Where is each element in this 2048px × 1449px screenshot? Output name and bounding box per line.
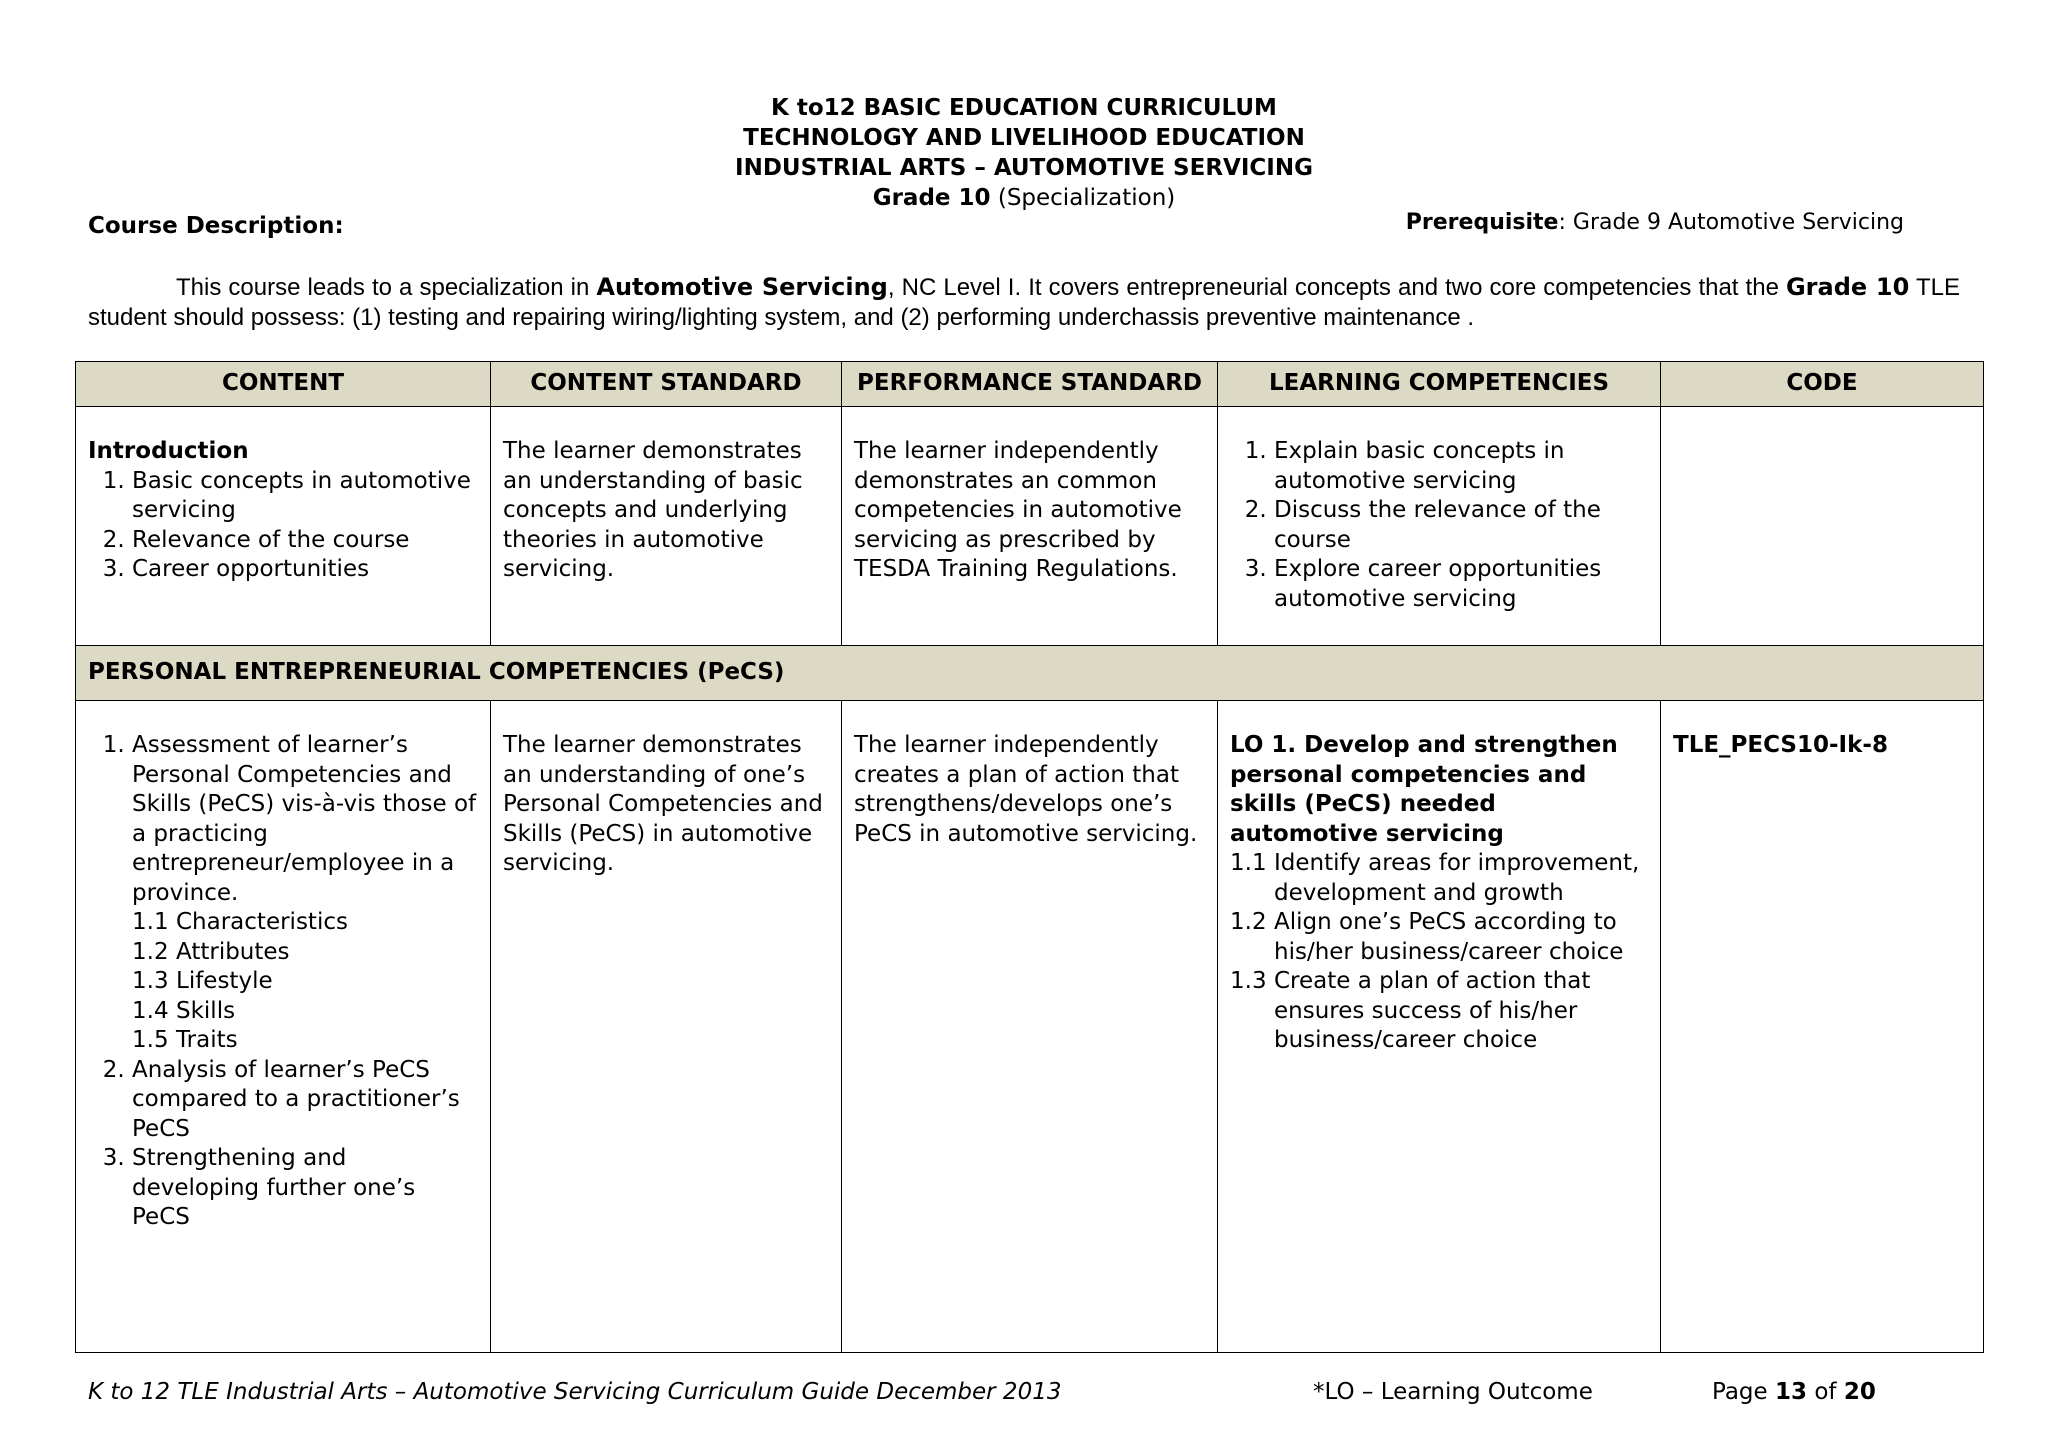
competency-list [1230, 437, 1648, 614]
header-line-2: TECHNOLOGY AND LIVELIHOOD EDUCATION [743, 125, 1305, 151]
column-header-performance-standard: PERFORMANCE STANDARD [842, 362, 1218, 407]
sublist-item [132, 997, 478, 1027]
sub-num: 1.3 [132, 968, 169, 994]
learning-outcome-title: LO 1. Develop and strengthen personal competencies and skills (PeCS) needed automotive servicing [1230, 732, 1618, 847]
sublist-item [132, 967, 478, 997]
header-line-3: INDUSTRIAL ARTS – AUTOMOTIVE SERVICING [735, 155, 1313, 181]
desc-bold-1: Automotive Servicing [596, 273, 888, 301]
cell-code [1661, 407, 1984, 646]
cell-content-standard: The learner demonstrates an understanding of basic concepts and underlying theories in automotive servicing. [491, 407, 842, 646]
content-list [88, 731, 478, 1233]
content-title: Introduction [88, 438, 249, 464]
desc-part-2: , NC Level I. It covers entrepreneurial concepts and two core competencies that the [887, 274, 1786, 301]
prerequisite-label: Prerequisite [1405, 210, 1559, 235]
prerequisite [1406, 210, 1904, 235]
sub-num: 1.5 [132, 1027, 169, 1053]
cell-content [76, 701, 491, 1353]
desc-bold-2: Grade 10 [1785, 273, 1910, 301]
grade-bold: Grade 10 [872, 185, 991, 211]
lo-text: Create a plan of action that ensures success of his/her business/career choice [1274, 968, 1591, 1053]
sub-num: 1.1 [132, 909, 169, 935]
list-item: 3. Career opportunities [132, 555, 478, 585]
lo-num: 1.2 [1230, 909, 1267, 935]
cell-learning-competencies [1218, 407, 1661, 646]
cell-content-standard: The learner demonstrates an understanding of one’s Personal Competencies and Skills (PeCS) in automotive servicing. [491, 701, 842, 1353]
grade-rest: (Specialization) [990, 185, 1176, 211]
cell-content [76, 407, 491, 646]
column-header-code: CODE [1661, 362, 1984, 407]
desc-part-1: This course leads to a specialization in [176, 274, 597, 301]
sub-text: Traits [176, 1027, 238, 1053]
list-item: 2. Analysis of learner’s PeCS compared to a practitioner’s PeCS [132, 1056, 478, 1145]
course-description-text [88, 272, 1960, 333]
header-grade [0, 183, 2048, 213]
sublist-item [132, 908, 478, 938]
lo-item [1230, 849, 1648, 908]
column-header-content-standard: CONTENT STANDARD [491, 362, 842, 407]
page-of: of [1807, 1379, 1844, 1405]
content-list [88, 467, 478, 585]
table-header-row [76, 362, 1984, 407]
list-item: 1. Explain basic concepts in automotive servicing [1274, 437, 1648, 496]
sub-text: Skills [176, 997, 236, 1024]
list-item: 2. Discuss the relevance of the course [1274, 496, 1648, 555]
lo-num: 1.3 [1230, 968, 1267, 994]
list-item [132, 731, 478, 1056]
lo-item [1230, 908, 1648, 967]
sub-text: Lifestyle [176, 968, 273, 994]
page-label: Page [1712, 1379, 1775, 1405]
document-header [0, 93, 2048, 213]
table-row [76, 701, 1984, 1353]
list-item: 2. Relevance of the course [132, 526, 478, 556]
sub-num: 1.2 [132, 938, 169, 965]
cell-learning-competencies [1218, 701, 1661, 1353]
desc-part-3: TLE student should possess: (1) testing and repairing wiring/lighting system, and (2) performing underchassis preventive maintenance . [88, 274, 1960, 331]
cell-performance-standard: The learner independently creates a plan of action that strengthens/develops one’s PeCS in automotive servicing. [842, 701, 1218, 1353]
page-current: 13 [1775, 1379, 1808, 1405]
list-item: 3. Strengthening and developing further one’s PeCS [132, 1144, 478, 1233]
cell-code: TLE_PECS10-Ik-8 [1661, 701, 1984, 1353]
course-description-label: Course Description: [88, 213, 344, 239]
list-item: 1. Basic concepts in automotive servicing [132, 467, 478, 526]
content-sublist [132, 908, 478, 1056]
footer-title: K to 12 TLE Industrial Arts – Automotive Servicing Curriculum Guide December 2013 [88, 1379, 1062, 1405]
cell-performance-standard: The learner independently demonstrates an common competencies in automotive servicing as prescribed by TESDA Training Regulations. [842, 407, 1218, 646]
prerequisite-value: : Grade 9 Automotive Servicing [1558, 210, 1904, 235]
page-number [1712, 1379, 1876, 1405]
sublist-item [132, 938, 478, 968]
curriculum-table [75, 361, 1984, 1353]
sub-text: Attributes [176, 938, 290, 965]
sub-num: 1.4 [132, 997, 169, 1024]
sublist-item [132, 1026, 478, 1056]
sub-text: Characteristics [176, 909, 348, 935]
header-line-1: K to12 BASIC EDUCATION CURRICULUM [771, 95, 1277, 121]
lo-text: Identify areas for improvement, development and growth [1274, 850, 1640, 906]
section-title: PERSONAL ENTREPRENEURIAL COMPETENCIES (PeCS) [76, 646, 1984, 701]
lo-item [1230, 967, 1648, 1056]
content-item-text: Assessment of learner’s Personal Competencies and Skills (PeCS) vis-à-vis those of a practicing entrepreneur/employee in a province. [132, 732, 477, 906]
column-header-learning-competencies: LEARNING COMPETENCIES [1218, 362, 1661, 407]
footer-legend: *LO – Learning Outcome [1313, 1379, 1593, 1405]
lo-num: 1.1 [1230, 850, 1267, 876]
section-row [76, 646, 1984, 701]
page-total: 20 [1843, 1379, 1876, 1405]
column-header-content: CONTENT [76, 362, 491, 407]
table-row [76, 407, 1984, 646]
list-item: 3. Explore career opportunities automotive servicing [1274, 555, 1648, 614]
lo-text: Align one’s PeCS according to his/her business/career choice [1274, 909, 1624, 965]
